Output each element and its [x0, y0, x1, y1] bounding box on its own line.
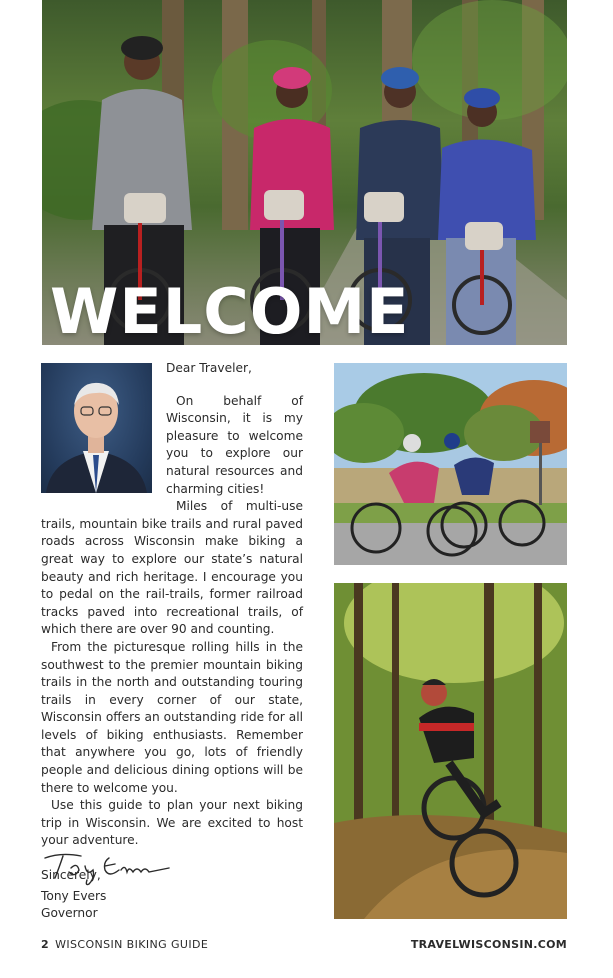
- letter-closing: Sincerely,: [41, 868, 101, 883]
- letter-paragraph: From the picturesque rolling hills in the southwest to the premier mountain biking trails in the north and outstanding touring trails in every corner of our state, Wisconsin offers an outstanding ride for all levels of biking enthusiasts. Remember that anywhere you go, lots of friendly people and delicious dining options will be there to welcome you.: [41, 639, 303, 795]
- welcome-heading: WELCOME: [50, 275, 410, 345]
- publication-name: WISCONSIN BIKING GUIDE: [55, 938, 209, 951]
- welcome-letter: [41, 360, 303, 885]
- signer-name: Tony Evers: [41, 889, 107, 903]
- letter-paragraph: Miles of multi-use trails, mountain bike trails and rural paved roads across Wisconsin make biking a great way to explore our state’s natural beauty and rich heritage. I encourage you to pedal on the rail-trails, former railroad tracks paved into recreational trails, of which there are over 90 and counting.: [41, 499, 303, 637]
- trail-cycling-illustration: [334, 583, 567, 919]
- page-footer-left: [41, 938, 208, 951]
- road-cycling-illustration: [334, 363, 567, 565]
- road-cycling-photo: [334, 363, 567, 565]
- portrait-spacer: [41, 360, 166, 513]
- letter-greeting: Dear Traveler,: [166, 361, 252, 375]
- trail-cycling-photo: [334, 583, 567, 919]
- letter-paragraph: Use this guide to plan your next biking trip in Wisconsin. We are excited to host your adventure.: [41, 798, 303, 848]
- signature-image: [41, 848, 181, 886]
- hero-photo: [42, 0, 567, 345]
- page-number: 2: [41, 938, 50, 951]
- website-link[interactable]: TRAVELWISCONSIN.COM: [410, 938, 567, 951]
- letter-paragraph: On behalf of Wisconsin, it is my pleasure to welcome you to explore our natural resources and charming cities!: [166, 393, 303, 496]
- signer-title: Governor: [41, 906, 98, 920]
